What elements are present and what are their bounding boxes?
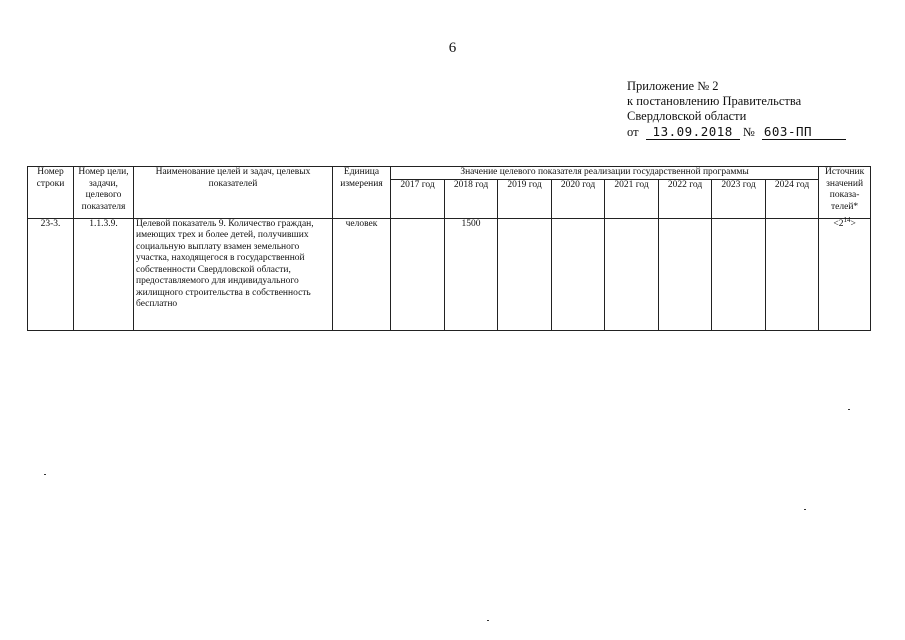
source-text: <2 — [833, 218, 844, 229]
header-year: 2020 год — [552, 179, 605, 218]
appendix-header — [627, 79, 846, 140]
header-year: 2019 год — [498, 179, 552, 218]
header-name: Наименование целей и задач, целевых показателей — [134, 167, 333, 219]
unit-cell: человек — [333, 218, 391, 330]
source-superscript: 14 — [843, 215, 851, 224]
table-row — [28, 218, 871, 330]
number-label: № — [742, 125, 755, 139]
source-cell — [819, 215, 871, 330]
header-unit: Единица измерения — [333, 167, 391, 219]
appendix-title: Приложение № 2 — [627, 79, 719, 93]
header-year: 2022 год — [659, 179, 712, 218]
value-cell — [552, 218, 605, 330]
header-year: 2017 год — [391, 179, 445, 218]
page-number: 6 — [448, 40, 457, 56]
header-year: 2018 год — [445, 179, 498, 218]
header-year: 2021 год — [605, 179, 659, 218]
header-row-number: Номер строки — [28, 167, 74, 219]
scan-speck — [44, 474, 46, 475]
value-cell — [605, 218, 659, 330]
header-source: Источник значений показа-телей* — [819, 167, 871, 219]
header-year: 2024 год — [766, 179, 819, 218]
decree-number: 603-ПП — [762, 124, 846, 140]
from-label: от — [627, 125, 639, 139]
row-number-cell: 23-3. — [28, 218, 74, 330]
value-cell — [391, 218, 445, 330]
value-cell — [766, 218, 819, 330]
goal-number-cell: 1.1.3.9. — [74, 218, 134, 330]
scan-speck — [804, 509, 806, 510]
value-cell: 1500 — [445, 218, 498, 330]
scan-speck — [487, 620, 489, 621]
appendix-decree: к постановлению Правительства — [627, 94, 802, 108]
indicator-name-cell: Целевой показатель 9. Количество граждан, имеющих трех и более детей, получивших социальную выплату взамен земельного участка, находящегося в государственной собственности Свердловской области, предоставляемого для индивидуального жилищного строительства в собственность бесплатно — [134, 218, 333, 330]
value-cell — [712, 218, 766, 330]
decree-date-number — [627, 124, 846, 140]
value-cell — [659, 218, 712, 330]
indicators-table — [27, 166, 871, 331]
header-goal-number: Номер цели, задачи, целевого показателя — [74, 167, 134, 219]
appendix-region: Свердловской области — [627, 109, 747, 123]
header-values-group: Значение целевого показателя реализации государственной программы — [391, 167, 819, 180]
source-text-end: > — [850, 218, 856, 229]
value-cell — [498, 218, 552, 330]
header-year: 2023 год — [712, 179, 766, 218]
decree-date: 13.09.2018 — [646, 124, 740, 140]
scan-speck — [848, 409, 850, 410]
